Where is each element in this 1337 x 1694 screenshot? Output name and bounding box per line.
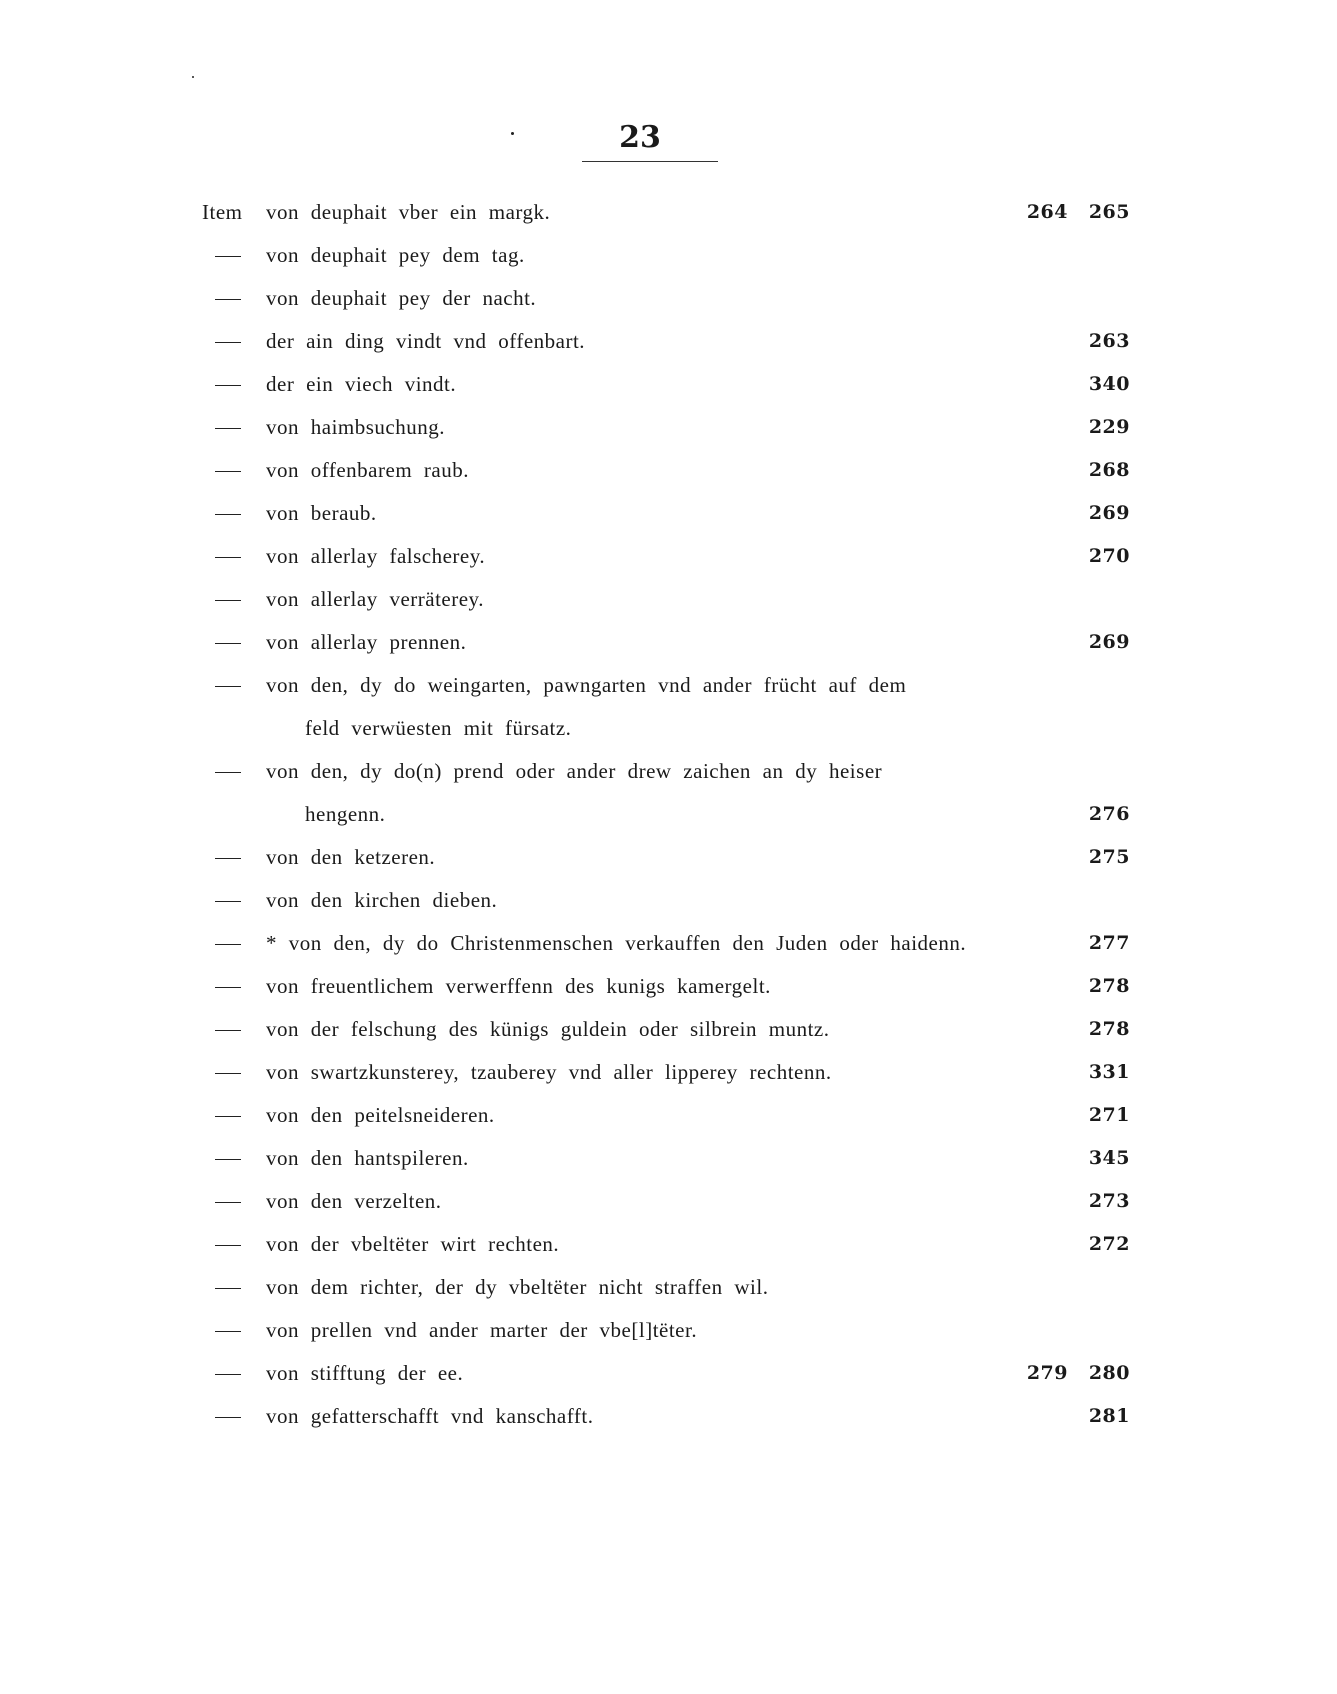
- entry-page-ref: 276: [1088, 803, 1130, 825]
- ditto-dash: [215, 1417, 241, 1418]
- index-entry: [0, 320, 1337, 363]
- entry-text: von stifftung der ee.: [266, 1361, 464, 1385]
- index-entry: [0, 879, 1337, 922]
- index-entry: [0, 406, 1337, 449]
- ditto-dash: [215, 1159, 241, 1160]
- ditto-dash: [215, 1331, 241, 1332]
- entry-text: feld verwüesten mit fürsatz.: [305, 716, 572, 740]
- entry-page-ref: 331: [1088, 1061, 1130, 1083]
- index-entry: [0, 1094, 1337, 1137]
- index-entry: [0, 1008, 1337, 1051]
- index-entry: [0, 1051, 1337, 1094]
- entry-text: von freuentlichem verwerffenn des kunigs kamergelt.: [266, 974, 771, 998]
- index-entry: [0, 234, 1337, 277]
- index-entry: [0, 1137, 1337, 1180]
- ditto-dash: [215, 600, 241, 601]
- entry-text: von der vbeltëter wirt rechten.: [266, 1232, 560, 1256]
- entry-text: von beraub.: [266, 501, 377, 525]
- entry-page-ref: 269: [1088, 631, 1130, 653]
- ditto-dash: [215, 772, 241, 773]
- entry-page-ref: 229: [1088, 416, 1130, 438]
- index-entry: [0, 277, 1337, 320]
- ditto-dash: [215, 1073, 241, 1074]
- entry-text: von der felschung des künigs guldein oder silbrein muntz.: [266, 1017, 830, 1041]
- index-entry: [0, 449, 1337, 492]
- entry-page-ref: 275: [1088, 846, 1130, 868]
- page-number: 23: [619, 120, 661, 155]
- entry-text: von offenbarem raub.: [266, 458, 469, 482]
- ditto-dash: [215, 342, 241, 343]
- index-entry: [0, 1266, 1337, 1309]
- index-entry: [0, 1180, 1337, 1223]
- entry-text: hengenn.: [305, 802, 386, 826]
- entry-text: von den hantspileren.: [266, 1146, 469, 1170]
- entry-text: von allerlay prennen.: [266, 630, 467, 654]
- entry-page-ref: 263: [1088, 330, 1130, 352]
- entry-text: von gefatterschafft vnd kanschafft.: [266, 1404, 594, 1428]
- entry-text: von dem richter, der dy vbeltëter nicht straffen wil.: [266, 1275, 769, 1299]
- entry-text: von den ketzeren.: [266, 845, 436, 869]
- entry-text: * von den, dy do Christenmenschen verkauffen den Juden oder haidenn.: [266, 931, 967, 955]
- entry-page-ref: 278: [1088, 1018, 1130, 1040]
- entry-page-ref: 271: [1088, 1104, 1130, 1126]
- index-entry: [0, 1395, 1337, 1438]
- entry-page-ref-first: 264: [1026, 201, 1068, 223]
- ink-speck: [192, 76, 194, 78]
- index-entry: [0, 492, 1337, 535]
- entry-text: von deuphait vber ein margk.: [266, 200, 551, 224]
- ditto-dash: [215, 1374, 241, 1375]
- index-entry: [0, 965, 1337, 1008]
- ditto-dash: [215, 901, 241, 902]
- entry-lead-word: Item: [202, 200, 243, 224]
- index-entry-list: [0, 191, 1337, 1438]
- entry-text: von swartzkunsterey, tzauberey vnd aller lipperey rechtenn.: [266, 1060, 832, 1084]
- entry-page-ref: 280: [1088, 1362, 1130, 1384]
- index-entry: [0, 793, 1337, 836]
- ditto-dash: [215, 686, 241, 687]
- entry-page-ref: 340: [1088, 373, 1130, 395]
- entry-text: von deuphait pey dem tag.: [266, 243, 525, 267]
- entry-text: der ain ding vindt vnd offenbart.: [266, 329, 586, 353]
- entry-text: von haimbsuchung.: [266, 415, 445, 439]
- index-entry: [0, 191, 1337, 234]
- entry-page-ref: 277: [1088, 932, 1130, 954]
- entry-text: von den peitelsneideren.: [266, 1103, 495, 1127]
- entry-page-ref: 268: [1088, 459, 1130, 481]
- index-entry: [0, 621, 1337, 664]
- index-entry: [0, 922, 1337, 965]
- index-entry: [0, 664, 1337, 707]
- index-entry: [0, 836, 1337, 879]
- ditto-dash: [215, 987, 241, 988]
- ditto-dash: [215, 1245, 241, 1246]
- index-entry: [0, 1223, 1337, 1266]
- entry-text: von den kirchen dieben.: [266, 888, 498, 912]
- entry-text: von deuphait pey der nacht.: [266, 286, 537, 310]
- entry-page-ref: 345: [1088, 1147, 1130, 1169]
- entry-text: von allerlay verräterey.: [266, 587, 484, 611]
- entry-text: von den, dy do(n) prend oder ander drew zaichen an dy heiser: [266, 759, 883, 783]
- entry-page-ref: 270: [1088, 545, 1130, 567]
- ditto-dash: [215, 514, 241, 515]
- entry-page-ref: 269: [1088, 502, 1130, 524]
- entry-page-ref: 273: [1088, 1190, 1130, 1212]
- ditto-dash: [215, 1202, 241, 1203]
- ink-speck: [511, 132, 514, 135]
- entry-text: von prellen vnd ander marter der vbe[l]tëter.: [266, 1318, 698, 1342]
- entry-page-ref: 265: [1088, 201, 1130, 223]
- ditto-dash: [215, 299, 241, 300]
- entry-page-ref: 272: [1088, 1233, 1130, 1255]
- entry-text: von den verzelten.: [266, 1189, 442, 1213]
- index-entry: [0, 363, 1337, 406]
- entry-page-ref: 278: [1088, 975, 1130, 997]
- index-entry: [0, 750, 1337, 793]
- ditto-dash: [215, 471, 241, 472]
- ditto-dash: [215, 256, 241, 257]
- entry-text: von den, dy do weingarten, pawngarten vnd ander frücht auf dem: [266, 673, 907, 697]
- page-number-rule: [582, 161, 718, 162]
- ditto-dash: [215, 428, 241, 429]
- entry-page-ref: 281: [1088, 1405, 1130, 1427]
- index-entry: [0, 1309, 1337, 1352]
- index-entry: [0, 707, 1337, 750]
- index-entry: [0, 535, 1337, 578]
- ditto-dash: [215, 944, 241, 945]
- entry-text: von allerlay falscherey.: [266, 544, 486, 568]
- index-entry: [0, 578, 1337, 621]
- entry-page-ref-first: 279: [1026, 1362, 1068, 1384]
- ditto-dash: [215, 385, 241, 386]
- ditto-dash: [215, 557, 241, 558]
- ditto-dash: [215, 1116, 241, 1117]
- ditto-dash: [215, 1288, 241, 1289]
- ditto-dash: [215, 858, 241, 859]
- ditto-dash: [215, 643, 241, 644]
- index-entry: [0, 1352, 1337, 1395]
- ditto-dash: [215, 1030, 241, 1031]
- entry-text: der ein viech vindt.: [266, 372, 457, 396]
